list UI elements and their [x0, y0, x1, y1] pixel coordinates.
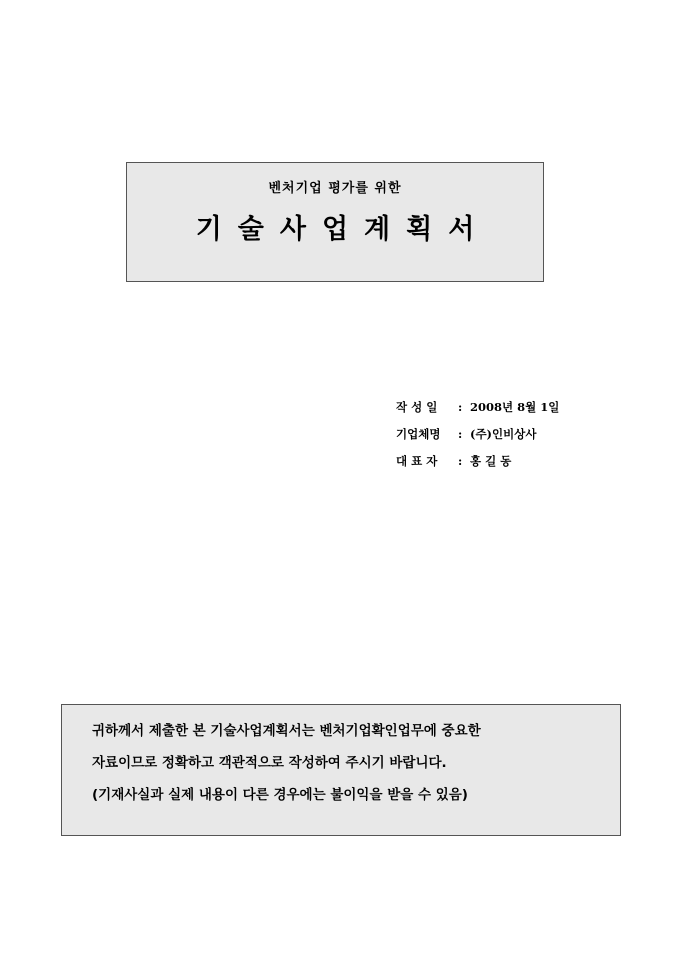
info-block	[396, 398, 559, 479]
notice-box	[61, 704, 621, 836]
document-subtitle: 벤처기업 평가를 위한	[268, 181, 402, 196]
info-row-representative	[396, 452, 559, 479]
info-value-company: (주)인비상사	[470, 427, 537, 441]
notice-line-3: (기재사실과 실제 내용이 다른 경우에는 불이익을 받을 수 있음)	[92, 787, 468, 803]
document-title: 기술사업계획서	[195, 214, 491, 245]
notice-line-2: 자료이므로 정확하고 객관적으로 작성하여 주시기 바랍니다.	[92, 755, 447, 771]
info-colon: :	[458, 400, 463, 414]
title-box	[126, 162, 544, 282]
info-value-representative: 홍 길 동	[470, 454, 512, 468]
info-colon: :	[458, 454, 463, 468]
info-colon: :	[458, 427, 463, 441]
info-label-representative: 대 표 자	[396, 454, 438, 468]
info-row-company	[396, 425, 559, 452]
info-label-company: 기업체명	[396, 427, 441, 441]
notice-line-1: 귀하께서 제출한 본 기술사업계획서는 벤처기업확인업무에 중요한	[92, 723, 481, 739]
info-label-date: 작 성 일	[396, 400, 438, 414]
info-row-date	[396, 398, 559, 425]
info-value-date: 2008년 8월 1일	[470, 400, 560, 414]
notice-text	[92, 721, 481, 817]
